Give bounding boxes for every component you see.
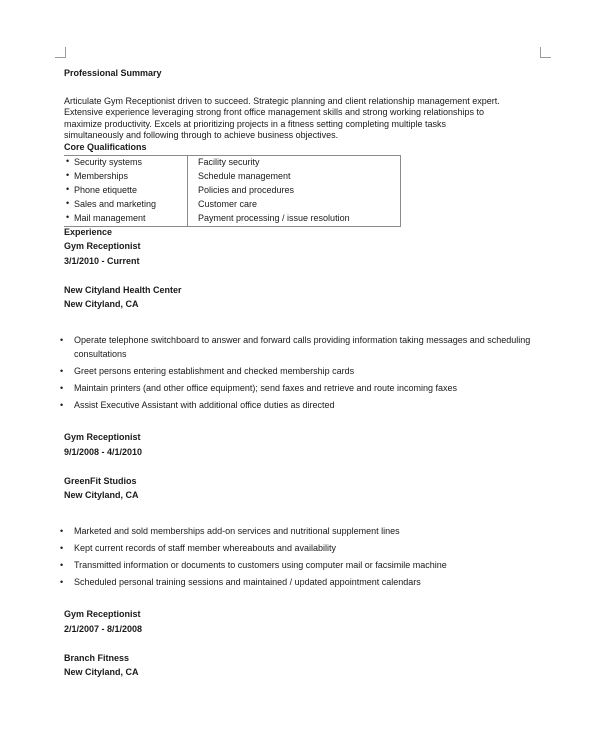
qualification-left-cell — [64, 212, 188, 227]
job-title: Gym Receptionist — [64, 608, 141, 619]
qualification-item: Sales and marketing — [74, 199, 157, 210]
company-location: New Cityland, CA — [64, 299, 139, 309]
job-dates: 3/1/2010 - Current — [64, 256, 140, 266]
bullet-icon: • — [66, 170, 70, 180]
duty-text: Marketed and sold memberships add-on services and nutritional supplement lines — [74, 525, 400, 536]
duty-item — [60, 398, 534, 412]
experience-heading: Experience — [64, 227, 113, 237]
duty-item — [60, 381, 534, 395]
duty-text: Scheduled personal training sessions and maintained / updated appointment calendars — [74, 576, 421, 587]
duty-list — [60, 333, 534, 412]
duty-text: Operate telephone switchboard to answer and forward calls providing information taking messages and scheduling consultations — [74, 334, 531, 359]
qualification-right-cell — [188, 156, 401, 171]
duty-item — [60, 558, 534, 572]
bullet-icon: • — [66, 212, 70, 222]
qualification-item: Policies and procedures — [198, 185, 295, 196]
qualification-row — [64, 156, 401, 171]
duty-item — [60, 524, 534, 538]
job-title: Gym Receptionist — [64, 240, 141, 251]
qualification-item: Mail management — [74, 213, 146, 224]
summary-heading: Professional Summary — [64, 68, 162, 78]
qualification-left-cell — [64, 198, 188, 212]
job-dates: 2/1/2007 - 8/1/2008 — [64, 624, 143, 634]
duty-text: Kept current records of staff member whereabouts and availability — [74, 542, 336, 553]
qualification-right-cell — [188, 212, 401, 227]
qualification-left-cell — [64, 170, 188, 184]
company-name: GreenFit Studios — [64, 475, 137, 486]
duty-list — [60, 524, 534, 589]
qualification-right-cell — [188, 184, 401, 198]
qualification-right-cell — [188, 198, 401, 212]
job-title: Gym Receptionist — [64, 431, 141, 442]
bullet-icon: • — [66, 156, 70, 166]
qualification-row — [64, 170, 401, 184]
duty-text: Greet persons entering establishment and checked membership cards — [74, 365, 355, 376]
company-name: New Cityland Health Center — [64, 284, 182, 295]
qualifications-table — [64, 155, 401, 227]
qualification-item: Customer care — [198, 199, 258, 210]
bullet-icon: • — [60, 542, 64, 553]
crop-mark-top-left — [55, 47, 66, 58]
bullet-icon: • — [60, 559, 64, 570]
company-location: New Cityland, CA — [64, 490, 139, 500]
qualification-left-cell — [64, 184, 188, 198]
duty-text: Maintain printers (and other office equipment); send faxes and retrieve and route incoming faxes — [74, 382, 458, 393]
qualifications-heading: Core Qualifications — [64, 141, 147, 152]
company-name: Branch Fitness — [64, 652, 130, 663]
bullet-icon: • — [60, 525, 64, 536]
duty-item — [60, 333, 534, 361]
qualification-row — [64, 184, 401, 198]
resume-content — [60, 68, 534, 677]
bullet-icon: • — [60, 365, 64, 376]
bullet-icon: • — [66, 184, 70, 194]
qualification-row — [64, 212, 401, 227]
duty-text: Assist Executive Assistant with additional office duties as directed — [74, 399, 335, 410]
job-dates: 9/1/2008 - 4/1/2010 — [64, 447, 143, 457]
experience-jobs — [60, 240, 534, 679]
qualification-item: Memberships — [74, 171, 129, 182]
job-entry — [60, 240, 534, 412]
company-location: New Cityland, CA — [64, 667, 139, 677]
qualification-right-cell — [188, 170, 401, 184]
duty-text: Transmitted information or documents to customers using computer mail or facsimile machine — [74, 559, 447, 570]
bullet-icon: • — [60, 576, 64, 587]
bullet-icon: • — [60, 382, 64, 393]
duty-item — [60, 364, 534, 378]
summary-text: Articulate Gym Receptionist driven to succeed. Strategic planning and client relationship management expert. Extensive experience leveraging strong front office management skills and strong working relationships to maximize productivity. Excels at prioritizing projects in a fitness setting completing multiple tasks simultaneously and following through to achieve business objectives. — [64, 95, 500, 140]
qualification-item: Phone etiquette — [74, 185, 138, 196]
qualification-item: Security systems — [74, 157, 143, 168]
qualification-left-cell — [64, 156, 188, 171]
bullet-icon: • — [66, 198, 70, 208]
bullet-icon: • — [60, 399, 64, 410]
bullet-icon: • — [60, 334, 64, 345]
job-entry — [64, 609, 534, 679]
qualification-item: Schedule management — [198, 171, 291, 182]
duty-item — [60, 575, 534, 589]
qualification-row — [64, 198, 401, 212]
job-entry — [60, 431, 534, 589]
qualification-item: Payment processing / issue resolution — [198, 213, 350, 224]
qualification-item: Facility security — [198, 157, 260, 168]
duty-item — [60, 541, 534, 555]
crop-mark-top-right — [540, 47, 551, 58]
